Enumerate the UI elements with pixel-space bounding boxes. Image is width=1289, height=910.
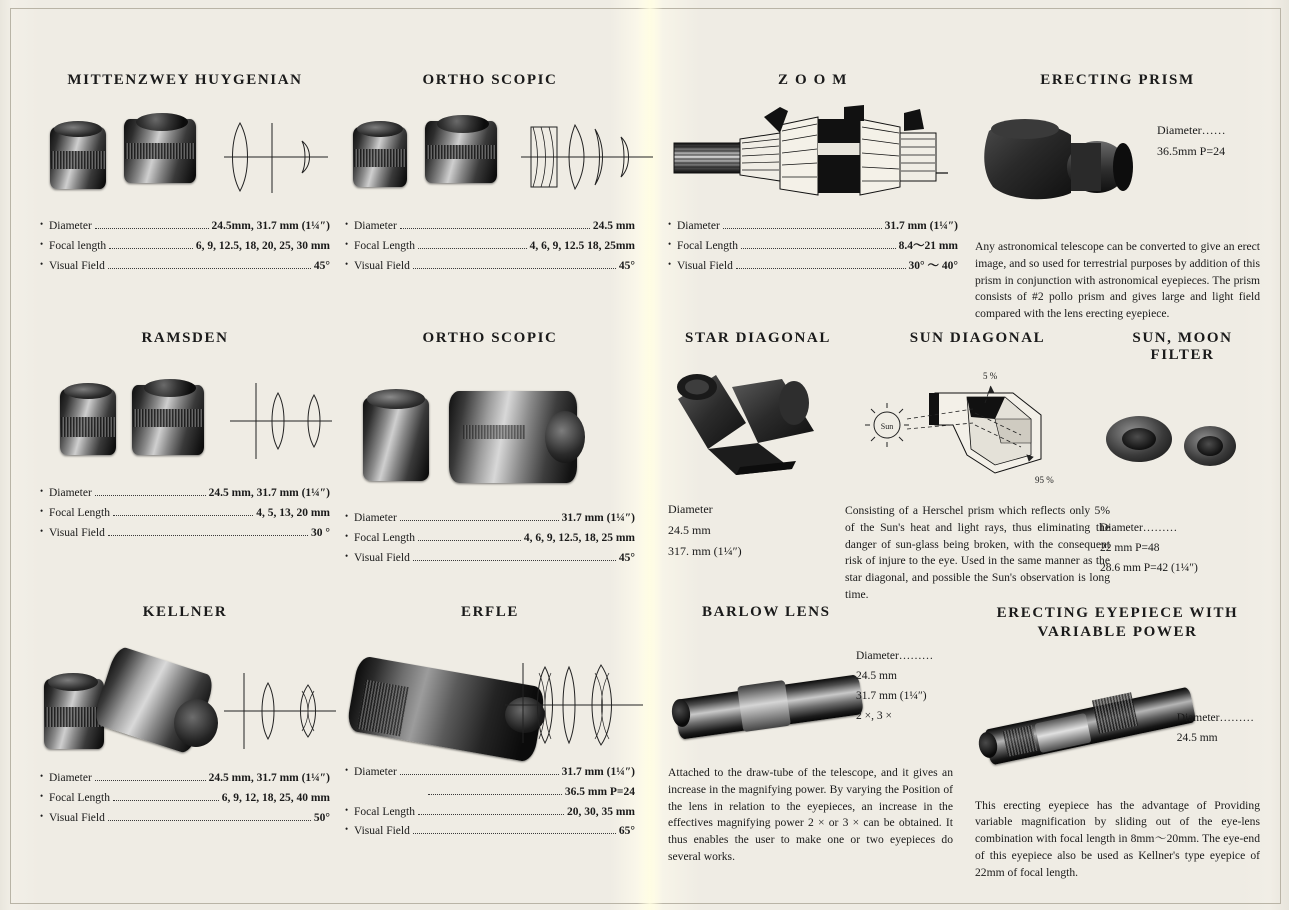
bullet-icon: •: [345, 824, 349, 835]
product-sun-diagonal: [845, 330, 1110, 604]
product-title: ERFLE: [460, 604, 519, 620]
product-title-line-1: ERECTING EYEPIECE WITH: [996, 605, 1239, 621]
bullet-icon: •: [345, 804, 349, 815]
spec-list: [345, 217, 635, 276]
spec-list: [1100, 518, 1265, 578]
bullet-icon: •: [40, 258, 44, 269]
bullet-icon: •: [345, 765, 349, 775]
product-barlow-lens: [668, 604, 953, 866]
spec-row: • Diameter 24.5 mm, 31.7 mm (1¼″): [40, 771, 330, 784]
spec-line: 31.7 mm (1¼″): [856, 690, 927, 703]
product-illustration: [345, 639, 635, 757]
spec-line: Diameter: [668, 502, 713, 516]
product-title: MITTENZWEY HUYGENIAN: [67, 72, 303, 88]
spec-row: • Diameter 31.7 mm (1¼″): [668, 219, 958, 232]
svg-text:Sun: Sun: [880, 422, 894, 431]
product-title: KELLNER: [142, 604, 228, 620]
product-illustration: [40, 641, 330, 761]
description: Attached to the draw-tube of the telescope, and it gives an increase in the magnifying power. By varying the Position of the lens in relation to the eyepieces, an increase in the effectives magnifying power 2 × or 3 × can be obtained. It thus enables the user to make one or two eyepieces do several works.: [668, 766, 953, 863]
product-mittenzwey-huygenian: [40, 72, 330, 276]
spec-list: [345, 763, 635, 842]
bullet-icon: •: [40, 790, 44, 801]
product-title: ORTHO SCOPIC: [422, 330, 558, 346]
product-title: ORTHO SCOPIC: [422, 72, 558, 88]
spec-line: 24.5 mm: [668, 523, 711, 537]
ray-label-95-percent: 95 %: [1035, 475, 1054, 485]
product-illustration: [1100, 384, 1265, 514]
spec-row: • Focal length 6, 9, 12.5, 18, 20, 25, 30 mm: [40, 238, 330, 252]
product-title: BARLOW LENS: [702, 604, 831, 620]
spec-list: [668, 499, 848, 562]
bullet-icon: •: [668, 258, 672, 269]
spec-row: • Visual Field 50°: [40, 810, 330, 824]
spec-line: 2 ×, 3 ×: [856, 710, 892, 723]
product-title: Z O O M: [778, 72, 848, 88]
spec-list: [856, 646, 933, 727]
product-illustration: [40, 103, 330, 203]
spec-row: • Focal Length 20, 30, 35 mm: [345, 804, 635, 818]
ray-label-5-percent: 5 %: [983, 371, 998, 381]
product-illustration: [668, 365, 848, 495]
product-title-line-2: VARIABLE POWER: [1037, 623, 1198, 640]
description: Any astronomical telescope can be converted to give an erect image, and so used for terrestrial purposes by addition of this prism in conjunction with astronomical eyepieces. The prism consists of #2 pollo prism and gives large and light field compared with the lens erecting eyepiece.: [975, 240, 1260, 321]
spec-row: • Visual Field 45°: [40, 258, 330, 272]
description: This erecting eyepiece has the advantage of Providing variable magnification by sliding out of the eye-lens combination with focal length in 8mm〜20mm. The eye-end of this eyepiece also be used as Kellner's type eyepice of 22mm of focal length.: [975, 798, 1260, 879]
spec-row: • Diameter 24.5 mm: [345, 219, 635, 232]
product-sun-moon-filter: [1100, 330, 1265, 578]
bullet-icon: •: [40, 238, 44, 249]
product-erfle: [345, 604, 635, 842]
product-title: RAMSDEN: [141, 330, 229, 346]
spec-row: • Diameter 31.7 mm (1¼″): [345, 511, 635, 524]
spec-row: • Focal Length 6, 9, 12, 18, 25, 40 mm: [40, 790, 330, 804]
spec-line: 28.6 mm P=42 (1¼″): [1100, 562, 1198, 575]
product-title: SUN DIAGONAL: [909, 330, 1046, 346]
product-title: SUN, MOON FILTER: [1132, 330, 1233, 363]
spec-list: [345, 509, 635, 568]
product-title: STAR DIAGONAL: [685, 330, 831, 346]
spec-row: • Visual Field 30 °: [40, 525, 330, 539]
product-zoom: [668, 72, 958, 276]
spec-row: • Diameter 24.5mm, 31.7 mm (1¼″): [40, 219, 330, 232]
bullet-icon: •: [668, 238, 672, 249]
product-orthoscopic-top: [345, 72, 635, 276]
product-illustration: [40, 365, 330, 470]
spec-row: • Visual Field 30° 〜 40°: [668, 258, 958, 272]
spec-row: • Visual Field 45°: [345, 258, 635, 272]
bullet-icon: •: [40, 810, 44, 821]
product-illustration: [345, 103, 635, 203]
spec-list: [40, 769, 330, 828]
product-erecting-prism: [975, 72, 1260, 323]
product-ramsden: [40, 330, 330, 543]
spec-line: Diameter………: [856, 650, 934, 662]
bullet-icon: •: [40, 486, 44, 496]
bullet-icon: •: [345, 219, 349, 229]
bullet-icon: •: [40, 525, 44, 536]
spec-row: • Diameter 24.5 mm, 31.7 mm (1¼″): [40, 486, 330, 499]
product-title: ERECTING PRISM: [1040, 72, 1195, 88]
spec-line: Diameter………: [1176, 712, 1254, 724]
bullet-icon: •: [345, 550, 349, 561]
spec-line: 317. mm (1¼″): [668, 544, 742, 558]
spec-list: [40, 217, 330, 276]
product-star-diagonal: [668, 330, 848, 562]
product-title: [975, 604, 1260, 642]
bullet-icon: •: [40, 771, 44, 781]
spec-line: Diameter……: [1157, 123, 1226, 137]
spec-list: [40, 484, 330, 543]
product-illustration: [345, 367, 635, 497]
product-illustration: [668, 99, 958, 209]
bullet-icon: •: [345, 238, 349, 249]
spec-line: 24.5 mm: [1176, 732, 1218, 745]
spec-line: 22 mm P=48: [1100, 542, 1160, 555]
bullet-icon: •: [345, 530, 349, 541]
spec-line: Diameter………: [1100, 522, 1178, 534]
spec-row: • Visual Field 45°: [345, 550, 635, 564]
bullet-icon: •: [40, 219, 44, 229]
bullet-icon: •: [40, 505, 44, 516]
spec-row: 36.5 mm P=24: [345, 783, 635, 803]
spec-line: 24.5 mm: [856, 670, 897, 683]
bullet-icon: •: [668, 219, 672, 229]
product-orthoscopic-mid: [345, 330, 635, 568]
spec-list: [1157, 120, 1226, 162]
bullet-icon: •: [345, 258, 349, 269]
product-illustration: [845, 363, 1110, 495]
description: Consisting of a Herschel prism which reflects only 5% of the Sun's heat and light rays, thus eliminating the danger of sun-glass being broken, with the consequent risk of injure to the eye. Used in the same manner as the star diagonal, and possible the Sun's observation is long time.: [845, 504, 1110, 601]
spec-row: • Visual Field 65°: [345, 824, 635, 838]
spec-list: [1177, 708, 1254, 748]
spec-row: • Diameter 31.7 mm (1¼″): [345, 765, 635, 778]
spec-line: 36.5mm P=24: [1157, 144, 1226, 158]
spec-row: • Focal Length 4, 5, 13, 20 mm: [40, 505, 330, 519]
bullet-icon: •: [345, 511, 349, 521]
spec-list: [668, 217, 958, 276]
spec-row: • Focal Length 8.4〜21 mm: [668, 238, 958, 252]
spec-row: • Focal Length 4, 6, 9, 12.5 18, 25mm: [345, 238, 635, 252]
product-erecting-eyepiece-variable-power: [975, 604, 1260, 881]
product-kellner: [40, 604, 330, 828]
spec-row: • Focal Length 4, 6, 9, 12.5, 18, 25 mm: [345, 530, 635, 544]
